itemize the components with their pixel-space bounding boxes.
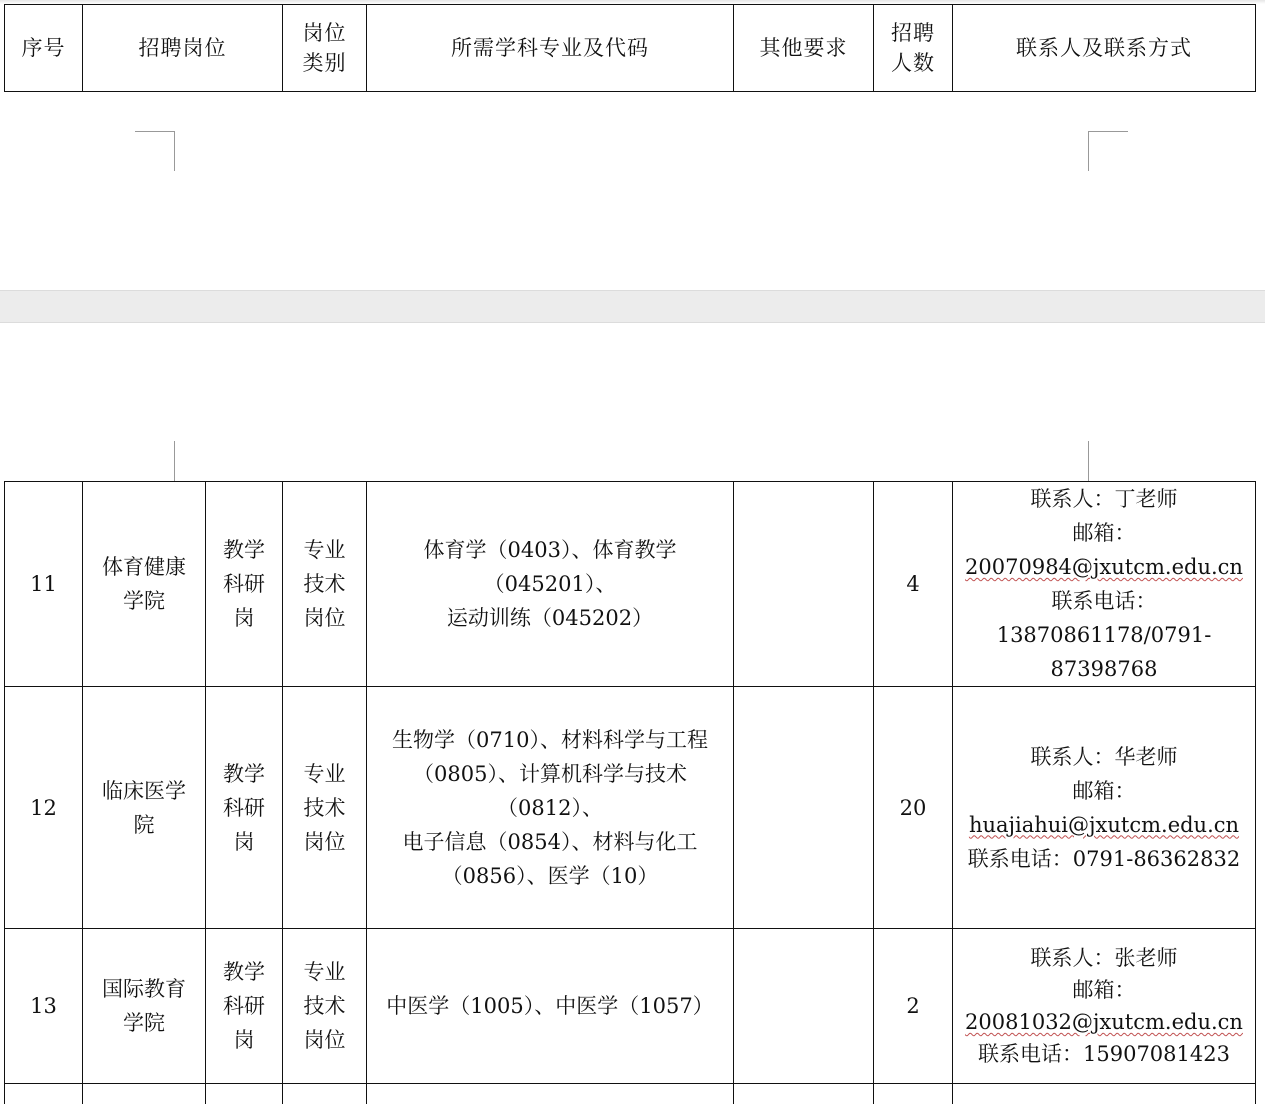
row-type-line: 专业 [304, 533, 346, 567]
header-count-line1: 招聘 [874, 18, 952, 48]
row-major-line: （0805）、计算机科学与技术（0812）、 [377, 757, 723, 825]
crop-mark-top-left [135, 131, 175, 171]
row-post-line: 岗 [223, 1023, 265, 1057]
table-row-partial [5, 1084, 1256, 1104]
phone-number: 15907081423 [1083, 1042, 1230, 1066]
row-contact [953, 929, 1256, 1084]
row-seq: 11 [5, 482, 83, 687]
crop-mark-top-right [1088, 131, 1128, 171]
table-body [4, 481, 1256, 1104]
partial-cell [874, 1084, 953, 1104]
row-dept [83, 482, 206, 687]
row-dept [83, 929, 206, 1084]
header-position: 招聘岗位 [83, 5, 283, 92]
phone-number: 0791-86362832 [1073, 847, 1240, 871]
header-seq: 序号 [5, 5, 83, 92]
row-type-line: 技术 [304, 989, 346, 1023]
header-other: 其他要求 [734, 5, 874, 92]
row-post-line: 岗 [223, 601, 265, 635]
row-contact [953, 687, 1256, 929]
header-major: 所需学科专业及代码 [367, 5, 734, 92]
crop-mark-next-left [135, 441, 175, 481]
row-dept-line: 临床医学 [102, 774, 186, 808]
row-type [283, 929, 367, 1084]
row-seq: 13 [5, 929, 83, 1084]
row-major-line: 中医学（1005）、中医学（1057） [377, 989, 723, 1023]
partial-cell [283, 1084, 367, 1104]
email-address[interactable]: 20070984@jxutcm.edu.cn [965, 555, 1243, 579]
row-post [206, 687, 283, 929]
row-type [283, 482, 367, 687]
contact-person: 联系人：丁老师 [965, 482, 1243, 516]
row-major [367, 929, 734, 1084]
table-row [5, 929, 1256, 1084]
row-dept-line: 学院 [102, 584, 186, 618]
row-major-line: 运动训练（045202） [377, 601, 723, 635]
row-type-line: 专业 [304, 955, 346, 989]
partial-cell [734, 1084, 874, 1104]
email-address[interactable]: 20081032@jxutcm.edu.cn [965, 1010, 1243, 1034]
row-post [206, 929, 283, 1084]
row-post-line: 教学 [223, 757, 265, 791]
row-major-line: 电子信息（0854）、材料与化工 [377, 825, 723, 859]
row-type-line: 技术 [304, 791, 346, 825]
row-other [734, 687, 874, 929]
row-post-line: 科研 [223, 791, 265, 825]
row-post-line: 教学 [223, 533, 265, 567]
phone-label: 联系电话： [965, 584, 1243, 618]
table-row [5, 482, 1256, 687]
table-header [4, 4, 1256, 92]
row-post-line: 科研 [223, 567, 265, 601]
row-type [283, 687, 367, 929]
row-post-line: 岗 [223, 825, 265, 859]
row-dept-line: 体育健康 [102, 550, 186, 584]
row-type-line: 岗位 [304, 825, 346, 859]
phone-label: 联系电话： [978, 1042, 1083, 1066]
row-dept-line: 院 [102, 808, 186, 842]
email-label: 邮箱： [965, 516, 1243, 550]
header-category [283, 5, 367, 92]
phone-label: 联系电话： [968, 847, 1073, 871]
row-major [367, 687, 734, 929]
row-count: 20 [874, 687, 953, 929]
row-type-line: 岗位 [304, 601, 346, 635]
crop-mark-next-right [1088, 441, 1128, 481]
page-gap [0, 290, 1265, 323]
contact-person: 联系人：华老师 [965, 740, 1243, 774]
row-major [367, 482, 734, 687]
row-post-line: 科研 [223, 989, 265, 1023]
phone-number: 13870861178/0791-87398768 [965, 618, 1243, 686]
partial-cell [5, 1084, 83, 1104]
partial-cell [206, 1084, 283, 1104]
row-post-line: 教学 [223, 955, 265, 989]
row-count: 2 [874, 929, 953, 1084]
header-count [874, 5, 953, 92]
header-category-line2: 类别 [283, 48, 366, 78]
partial-cell [83, 1084, 206, 1104]
row-type-line: 岗位 [304, 1023, 346, 1057]
row-major-line: 体育学（0403）、体育教学（045201）、 [377, 533, 723, 601]
row-seq: 12 [5, 687, 83, 929]
row-type-line: 专业 [304, 757, 346, 791]
header-contact: 联系人及联系方式 [953, 5, 1256, 92]
row-dept-line: 国际教育 [102, 972, 186, 1006]
row-other [734, 482, 874, 687]
partial-cell [367, 1084, 734, 1104]
row-major-line: 生物学（0710）、材料科学与工程 [377, 723, 723, 757]
table-row [5, 687, 1256, 929]
partial-cell [953, 1084, 1256, 1104]
email-label: 邮箱： [965, 974, 1243, 1006]
row-dept-line: 学院 [102, 1006, 186, 1040]
row-other [734, 929, 874, 1084]
header-category-line1: 岗位 [283, 18, 366, 48]
header-count-line2: 人数 [874, 48, 952, 78]
email-label: 邮箱： [965, 774, 1243, 808]
contact-person: 联系人：张老师 [965, 942, 1243, 974]
row-post [206, 482, 283, 687]
row-contact [953, 482, 1256, 687]
row-major-line: （0856）、医学（10） [377, 859, 723, 893]
row-type-line: 技术 [304, 567, 346, 601]
row-count: 4 [874, 482, 953, 687]
row-dept [83, 687, 206, 929]
email-address[interactable]: huajiahui@jxutcm.edu.cn [969, 813, 1239, 837]
